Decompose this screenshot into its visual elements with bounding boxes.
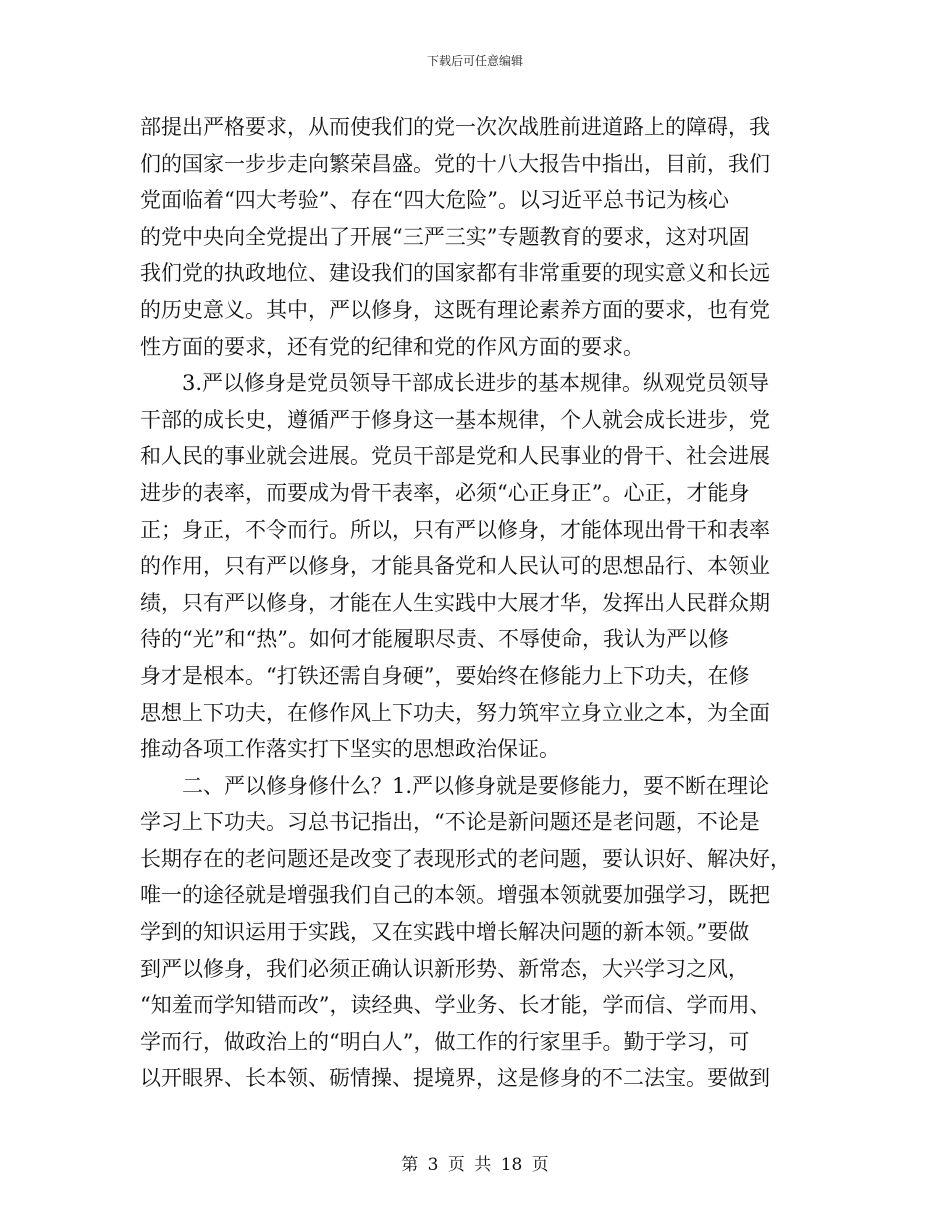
text-line: 和人民的事业就会进展。党员干部是党和人民事业的骨干、社会进展 [140, 444, 770, 469]
text-line: 进步的表率，而要成为骨干表率，必须“心正身正”。心正，才能身 [140, 480, 750, 505]
text-line: 正；身正，不令而行。所以，只有严以修身，才能体现出骨干和表率 [140, 517, 770, 542]
text-line: 待的“光”和“热”。如何才能履职尽责、不辱使命，我认为严以修 [140, 627, 729, 652]
text-line: 部提出严格要求，从而使我们的党一次次战胜前进道路上的障碍，我 [140, 115, 770, 139]
text-line: 学习上下功夫。习总书记指出，“不论是新问题还是老问题，不论是 [140, 810, 760, 835]
page-header: 下载后可任意编辑 [426, 54, 523, 68]
text-line: 以开眼界、长本领、砺情操、提境界，这是修身的不二法宝。要做到 [140, 1066, 770, 1091]
text-line: 性方面的要求，还有党的纪律和党的作风方面的要求。 [140, 334, 644, 359]
text-line: 我们党的执政地位、建设我们的国家都有非常重要的现实意义和长远 [140, 261, 770, 286]
text-line: “知羞而学知错而改”，读经典、学业务、长才能，学而信、学而用、 [140, 993, 771, 1018]
document-body [140, 109, 820, 1097]
text-line: 推动各项工作落实打下坚实的思想政治保证。 [140, 737, 560, 762]
text-line: 3.严以修身是党员领导干部成长进步的基本规律。纵观党员领导 [140, 371, 770, 396]
text-line: 的党中央向全党提出了开展“三严三实”专题教育的要求，这对巩固 [140, 224, 750, 249]
text-line: 们的国家一步步走向繁荣昌盛。党的十八大报告中指出，目前，我们 [140, 151, 770, 176]
text-line: 长期存在的老问题还是改变了表现形式的老问题，要认识好、解决好， [140, 846, 791, 871]
text-line: 到严以修身，我们必须正确认识新形势、新常态，大兴学习之风， [140, 956, 749, 981]
text-line: 干部的成长史，遵循严于修身这一基本规律，个人就会成长进步，党 [140, 407, 770, 432]
text-line: 二、严以修身修什么？1.严以修身就是要修能力，要不断在理论 [140, 773, 770, 798]
text-line: 学到的知识运用于实践，又在实践中增长解决问题的新本领。”要做 [140, 920, 750, 945]
text-line: 学而行，做政治上的“明白人”，做工作的行家里手。勤于学习，可 [140, 1029, 750, 1054]
text-line: 思想上下功夫，在修作风上下功夫，努力筑牢立身立业之本，为全面 [140, 700, 770, 725]
text-line: 唯一的途径就是增强我们自己的本领。增强本领就要加强学习，既把 [140, 883, 770, 908]
text-line: 身才是根本。“打铁还需自身硬”，要始终在修能力上下功夫，在修 [140, 663, 750, 688]
text-line: 的历史意义。其中，严以修身，这既有理论素养方面的要求，也有党 [140, 297, 770, 322]
text-line: 的作用，只有严以修身，才能具备党和人民认可的思想品行、本领业 [140, 554, 770, 579]
text-line: 绩，只有严以修身，才能在人生实践中大展才华，发挥出人民群众期 [140, 590, 770, 615]
page-number-footer: 第 3 页 共 18 页 [401, 1155, 549, 1175]
text-line: 党面临着“四大考验”、存在“四大危险”。以习近平总书记为核心 [140, 188, 729, 213]
